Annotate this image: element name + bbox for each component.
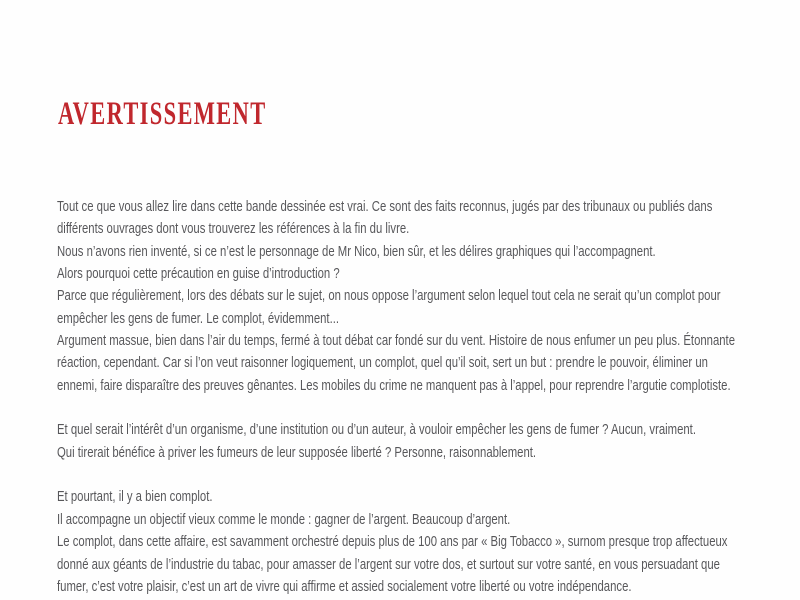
paragraph-block: [57, 486, 744, 598]
text-line: Alors pourquoi cette précaution en guise d’introduction ?: [57, 265, 340, 283]
text-line: Il accompagne un objectif vieux comme le monde : gagner de l’argent. Beaucoup d’argent.: [57, 510, 511, 528]
text-line: Qui tirerait bénéfice à priver les fumeurs de leur supposée liberté ? Personne, raisonnablement.: [57, 443, 537, 461]
text-line: fumer, c’est votre plaisir, c’est un art de vivre qui affirme et assied socialement votre liberté ou votre indépendance.: [57, 577, 632, 595]
page-title: AVERTISSEMENT: [58, 96, 267, 132]
text-line: différents ouvrages dont vous trouverez les références à la fin du livre.: [57, 220, 410, 238]
text-line: Argument massue, bien dans l’air du temps, fermé à tout débat car fondé sur du vent. Histoire de nous enfumer un peu plus. Étonnante: [57, 332, 736, 350]
paragraph-block: [57, 419, 744, 464]
text-line: Tout ce que vous allez lire dans cette bande dessinée est vrai. Ce sont des faits reconnus, jugés par des tribunaux ou publiés dans: [57, 198, 713, 215]
text-line: Nous n’avons rien inventé, si ce n’est le personnage de Mr Nico, bien sûr, et les délires graphiques qui l’accompagnent.: [57, 242, 656, 260]
text-line: donné aux géants de l’industrie du tabac, pour amasser de l’argent sur votre dos, et surtout sur votre santé, en vous persuadant que: [57, 555, 720, 573]
body-text: [57, 196, 744, 598]
text-line: ennemi, faire disparaître des preuves gênantes. Les mobiles du crime ne manquent pas à l’appel, pour reprendre l’argutie complotiste.: [57, 376, 731, 394]
text-line: Parce que régulièrement, lors des débats sur le sujet, on nous oppose l’argument selon lequel tout cela ne serait qu’un complot pour: [57, 287, 721, 305]
paragraph-block: [57, 196, 744, 397]
text-line: réaction, cependant. Car si l’on veut raisonner logiquement, un complot, quel qu’il soit, sert un but : prendre le pouvoir, éliminer un: [57, 354, 708, 372]
text-line: Et quel serait l’intérêt d’un organisme, d’une institution ou d’un auteur, à vouloir empêcher les gens de fumer ? Aucun, vraiment.: [57, 421, 696, 439]
text-line: Et pourtant, il y a bien complot.: [57, 488, 213, 506]
text-line: empêcher les gens de fumer. Le complot, évidemment...: [57, 309, 340, 327]
text-line: Le complot, dans cette affaire, est savamment orchestré depuis plus de 100 ans par « Big Tobacco », surnom presque trop affectueux: [57, 533, 728, 551]
